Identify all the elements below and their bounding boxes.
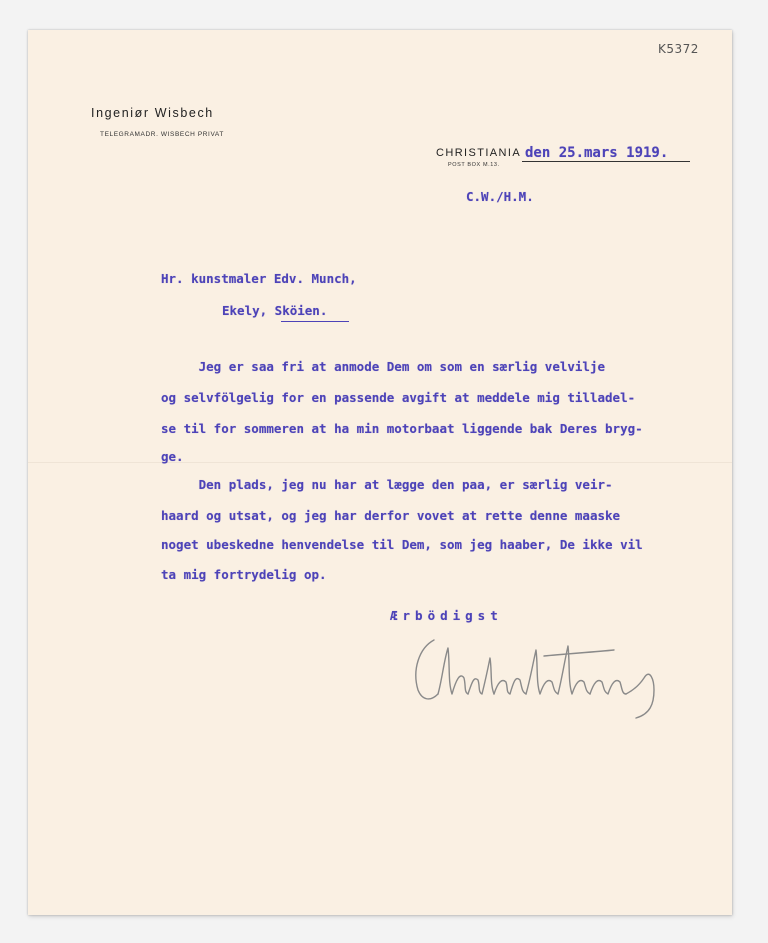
letter-date: den 25.mars 1919. <box>525 145 669 161</box>
paragraph-2-line-3: noget ubeskedne henvendelse til Dem, som jeg haaber, De ikke vil <box>161 537 643 552</box>
closing-salutation: Ærbödigst <box>390 608 503 623</box>
letterhead-telegram: TELEGRAMADR. WISBECH PRIVAT <box>100 131 224 138</box>
paragraph-2-line-2: haard og utsat, og jeg har derfor vovet at rette denne maaske <box>161 508 621 523</box>
letterhead-name: Ingeniør Wisbech <box>91 106 214 120</box>
letterhead-post-box: POST BOX M.13. <box>448 162 500 168</box>
signature-image <box>404 620 674 720</box>
recipient-line-1: Hr. kunstmaler Edv. Munch, <box>161 271 357 286</box>
letter-page <box>28 30 732 915</box>
paragraph-2-line-4: ta mig fortrydelig op. <box>161 567 327 582</box>
recipient-underline <box>281 321 349 322</box>
paper-fold <box>28 462 732 463</box>
letterhead-city: CHRISTIANIA <box>436 147 522 159</box>
paragraph-1-line-3: se til for sommeren at ha min motorbaat liggende bak Deres bryg- <box>161 421 643 436</box>
date-rule <box>522 161 690 162</box>
paragraph-1-line-4: ge. <box>161 449 184 464</box>
reference-code: C.W./H.M. <box>466 189 534 204</box>
paragraph-1-line-2: og selvfölgelig for en passende avgift at meddele mig tilladel- <box>161 390 636 405</box>
recipient-line-2: Ekely, Sköien. <box>222 303 328 318</box>
paragraph-1-line-1: Jeg er saa fri at anmode Dem om som en særlig velvilje <box>161 359 606 374</box>
archive-number: K5372 <box>658 42 699 56</box>
paragraph-2-line-1: Den plads, jeg nu har at lægge den paa, er særlig veir- <box>161 477 613 492</box>
